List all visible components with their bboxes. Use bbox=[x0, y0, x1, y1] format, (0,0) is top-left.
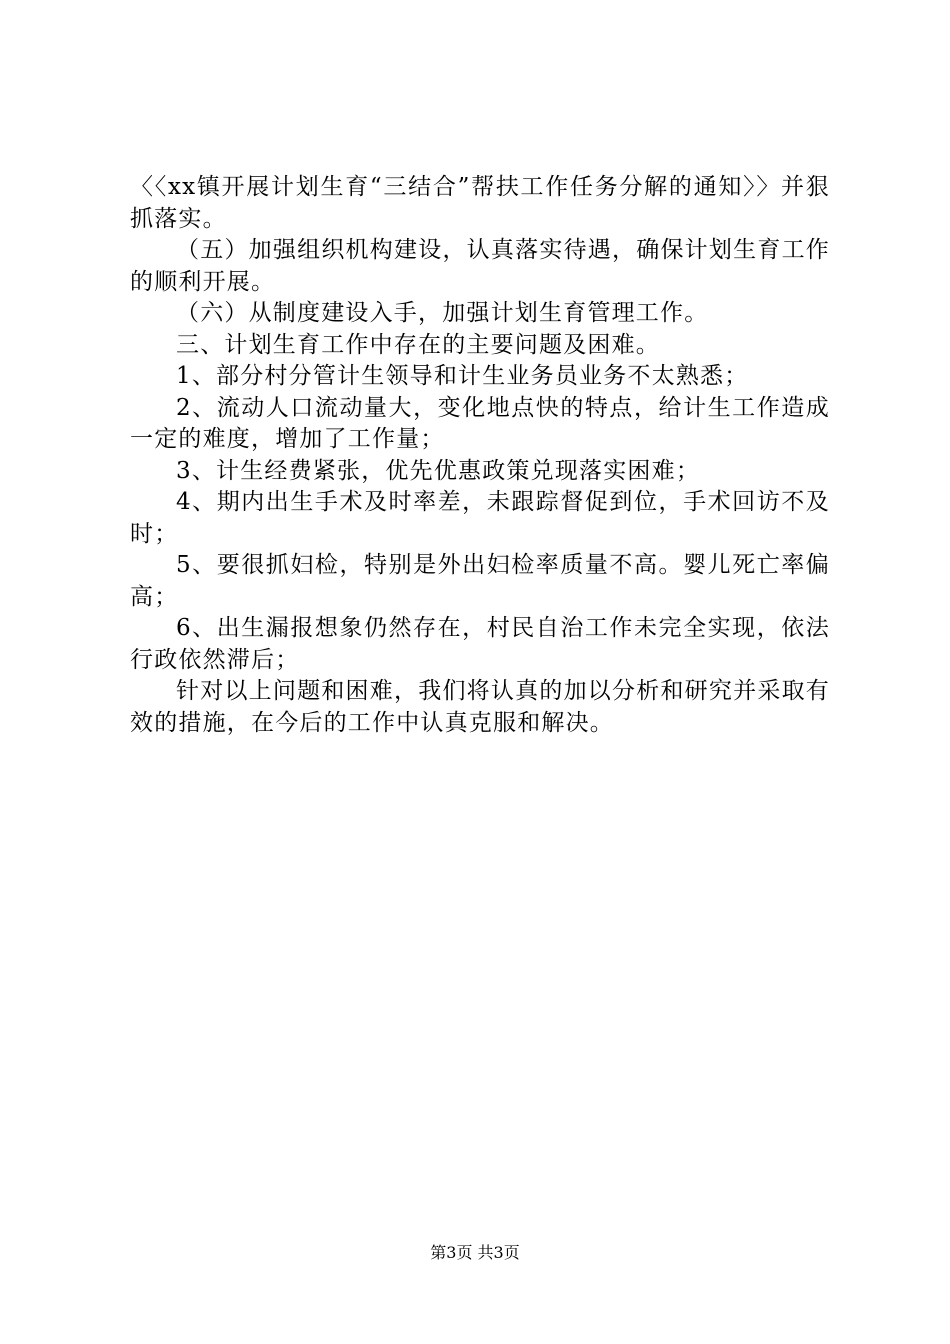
paragraph-3: （六）从制度建设入手，加强计划生育管理工作。 bbox=[176, 300, 709, 326]
list-item-6: 6、出生漏报想象仍然存在，村民自治工作未完全实现，依法行政依然滞后； bbox=[130, 615, 830, 673]
document-body bbox=[130, 172, 830, 739]
list-item-2: 2、流动人口流动量大，变化地点快的特点，给计生工作造成一定的难度，增加了工作量； bbox=[130, 394, 830, 452]
page-number-footer: 第3页 共3页 bbox=[430, 1243, 520, 1262]
list-item-1: 1、部分村分管计生领导和计生业务员业务不太熟悉； bbox=[176, 363, 749, 389]
section-heading: 三、计划生育工作中存在的主要问题及困难。 bbox=[176, 331, 660, 358]
paragraph-1: 〈〈xx镇开展计划生育“三结合”帮扶工作任务分解的通知〉〉并狠抓落实。 bbox=[130, 174, 830, 232]
closing-paragraph: 针对以上问题和困难，我们将认真的加以分析和研究并采取有效的措施，在今后的工作中认真克服和解决。 bbox=[130, 678, 830, 736]
list-item-3: 3、计生经费紧张，优先优惠政策兑现落实困难； bbox=[176, 457, 701, 484]
list-item-4: 4、期内出生手术及时率差，未跟踪督促到位，手术回访不及时； bbox=[130, 489, 830, 547]
paragraph-2: （五）加强组织机构建设，认真落实待遇，确保计划生育工作的顺利开展。 bbox=[130, 237, 830, 295]
list-item-5: 5、要很抓妇检，特别是外出妇检率质量不高。婴儿死亡率偏高； bbox=[130, 552, 830, 610]
